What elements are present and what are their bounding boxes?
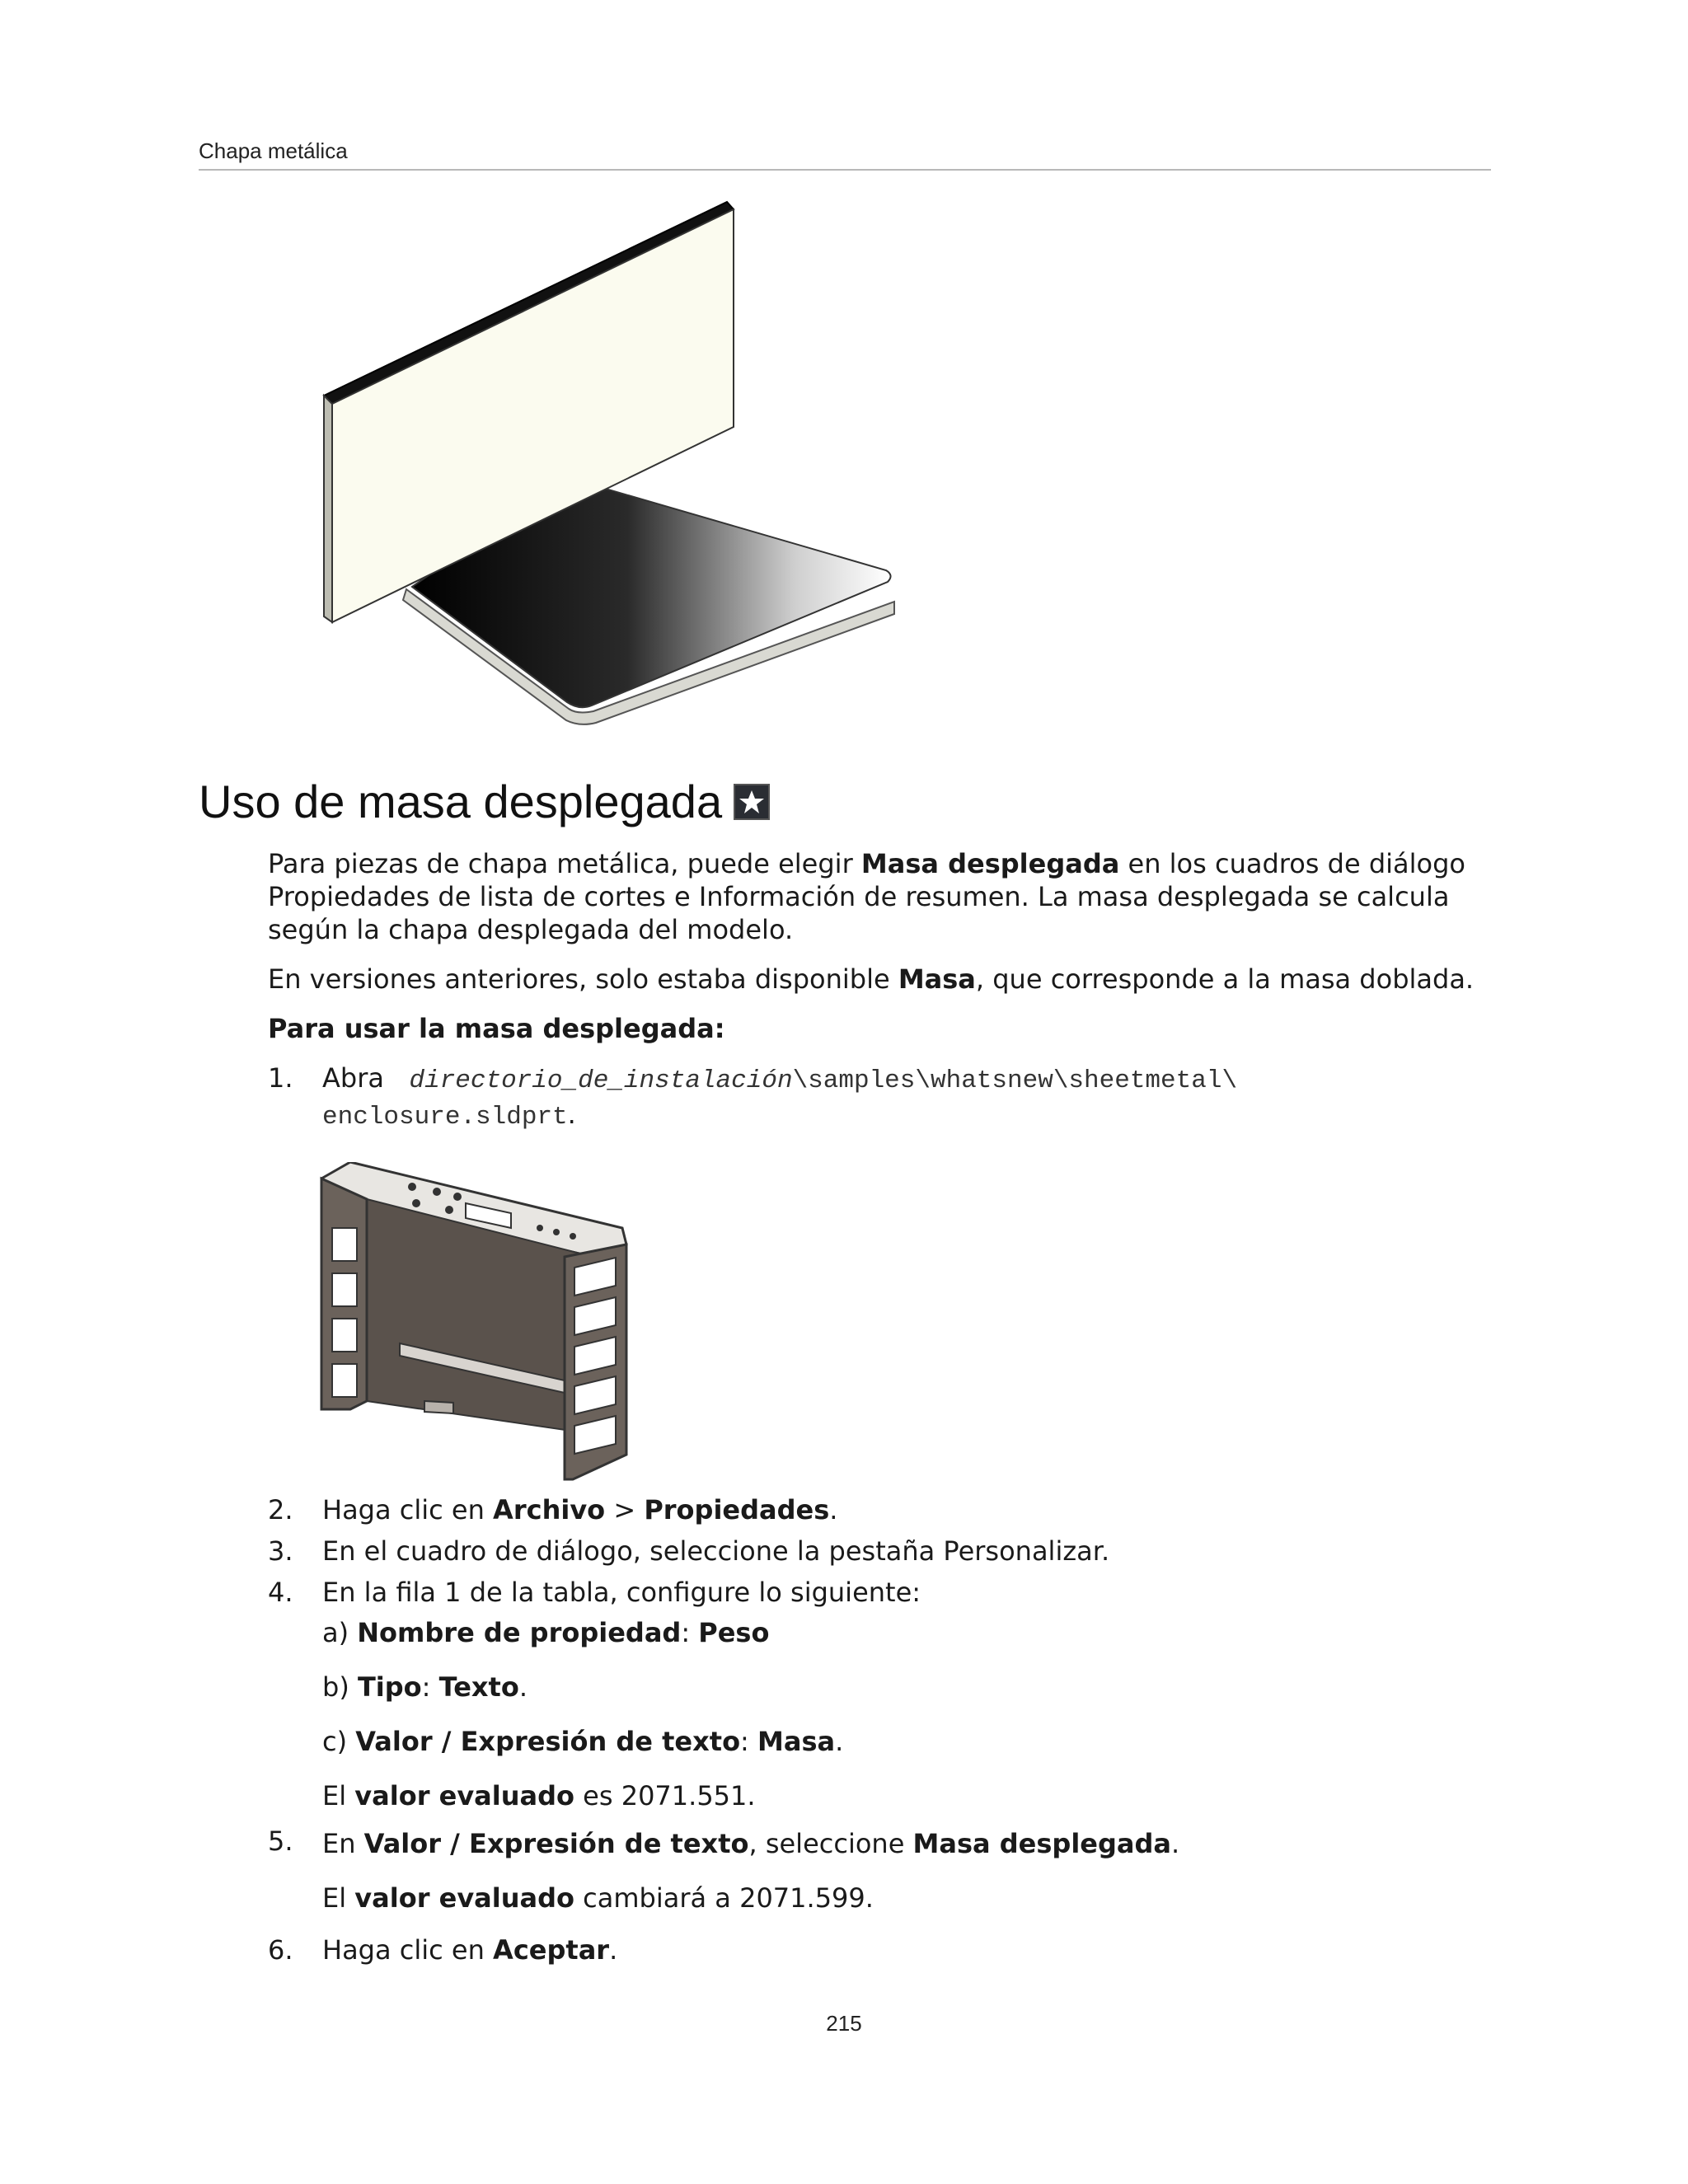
substep-a [322, 1614, 1488, 1652]
step-text [322, 1933, 1488, 1966]
text: b) [322, 1671, 358, 1703]
text: > [605, 1494, 645, 1526]
text: En [322, 1828, 364, 1859]
step-text [322, 1062, 1488, 1134]
text: Abra [322, 1062, 384, 1094]
file-path [409, 1066, 1237, 1095]
step-number: 5. [268, 1825, 293, 1857]
field-value: Texto [438, 1671, 519, 1703]
field-name: valor evaluado [354, 1882, 574, 1914]
substep-b [322, 1668, 1488, 1706]
field-name: Tipo [357, 1671, 422, 1703]
field-name: valor evaluado [354, 1780, 574, 1811]
button-name: Aceptar [493, 1934, 610, 1966]
path-segment: enclosure.sldprt [322, 1103, 568, 1132]
text: . [609, 1934, 618, 1966]
section-title [199, 775, 770, 828]
text: en los cuadros de diálogo Propiedades de lista de cortes e Información de resumen. La masa desplegada se calcula según la chapa desplegada del modelo. [268, 848, 1465, 945]
text: . [518, 1671, 528, 1703]
text: : [681, 1617, 699, 1648]
text: . [835, 1726, 844, 1757]
article-body-continued [268, 1493, 1488, 1966]
step-number: 6. [268, 1934, 293, 1966]
text: El [322, 1882, 355, 1914]
step-text [322, 1493, 1488, 1526]
text: a) [322, 1617, 358, 1648]
article-body [268, 847, 1488, 1146]
step-text: En el cuadro de diálogo, seleccione la pestaña Personalizar. [322, 1535, 1110, 1567]
text: , seleccione [748, 1828, 913, 1859]
evaluated-value-note [322, 1879, 1488, 1917]
field-name: Valor / Expresión de texto [355, 1726, 741, 1757]
intro-paragraph-1 [268, 847, 1488, 946]
page-number: 215 [826, 2011, 862, 2036]
path-segment: \samples\whatsnew\sheetmetal\ [792, 1066, 1238, 1095]
path-variable: directorio_de_instalación [409, 1066, 793, 1095]
text: c) [322, 1726, 356, 1757]
text: cambiará a 2071.599. [574, 1882, 874, 1914]
step-6 [268, 1933, 1488, 1966]
text: Haga clic en [322, 1494, 494, 1526]
text: es 2071.551. [574, 1780, 756, 1811]
ui-term: Masa [898, 963, 976, 995]
step-number: 4. [268, 1577, 293, 1608]
step-2 [268, 1493, 1488, 1526]
step-number: 3. [268, 1535, 293, 1567]
text: En versiones anteriores, solo estaba disponible [268, 963, 898, 995]
running-header: Chapa metálica [199, 138, 348, 163]
step-3 [268, 1535, 1488, 1568]
text: El [322, 1780, 355, 1811]
field-value: Peso [698, 1617, 770, 1648]
file-path-continued [322, 1103, 568, 1132]
step-text [322, 1825, 1488, 1863]
step-text: En la fila 1 de la tabla, configure lo siguiente: [322, 1577, 921, 1608]
evaluated-value-note [322, 1777, 1488, 1815]
text: , que corresponde a la masa doblada. [975, 963, 1475, 995]
field-name: Nombre de propiedad [357, 1617, 682, 1648]
sheet-metal-part-figure [317, 198, 911, 725]
field-value: Masa [757, 1726, 836, 1757]
enclosure-model-figure [317, 1162, 639, 1483]
menu-item-name: Propiedades [644, 1494, 830, 1526]
ui-term: Masa desplegada [860, 848, 1120, 879]
text: . [567, 1099, 576, 1130]
text: Haga clic en [322, 1934, 494, 1966]
header-rule [199, 169, 1491, 171]
intro-paragraph-2 [268, 963, 1488, 996]
menu-name: Archivo [493, 1494, 606, 1526]
procedure-heading: Para usar la masa desplegada: [268, 1013, 725, 1044]
section-title-text: Uso de masa desplegada [199, 776, 723, 827]
step-5 [268, 1825, 1488, 1917]
new-feature-star-icon [734, 784, 770, 820]
step-4 [268, 1576, 1488, 1815]
text: : [421, 1671, 439, 1703]
text: . [1171, 1828, 1180, 1859]
text: Para piezas de chapa metálica, puede elegir [268, 848, 861, 879]
substep-c [322, 1722, 1488, 1760]
step-number: 1. [268, 1062, 293, 1094]
text: . [829, 1494, 838, 1526]
step-number: 2. [268, 1494, 293, 1526]
option-name: Masa desplegada [912, 1828, 1171, 1859]
field-name: Valor / Expresión de texto [363, 1828, 749, 1859]
step-1 [268, 1062, 1488, 1134]
text: : [740, 1726, 757, 1757]
